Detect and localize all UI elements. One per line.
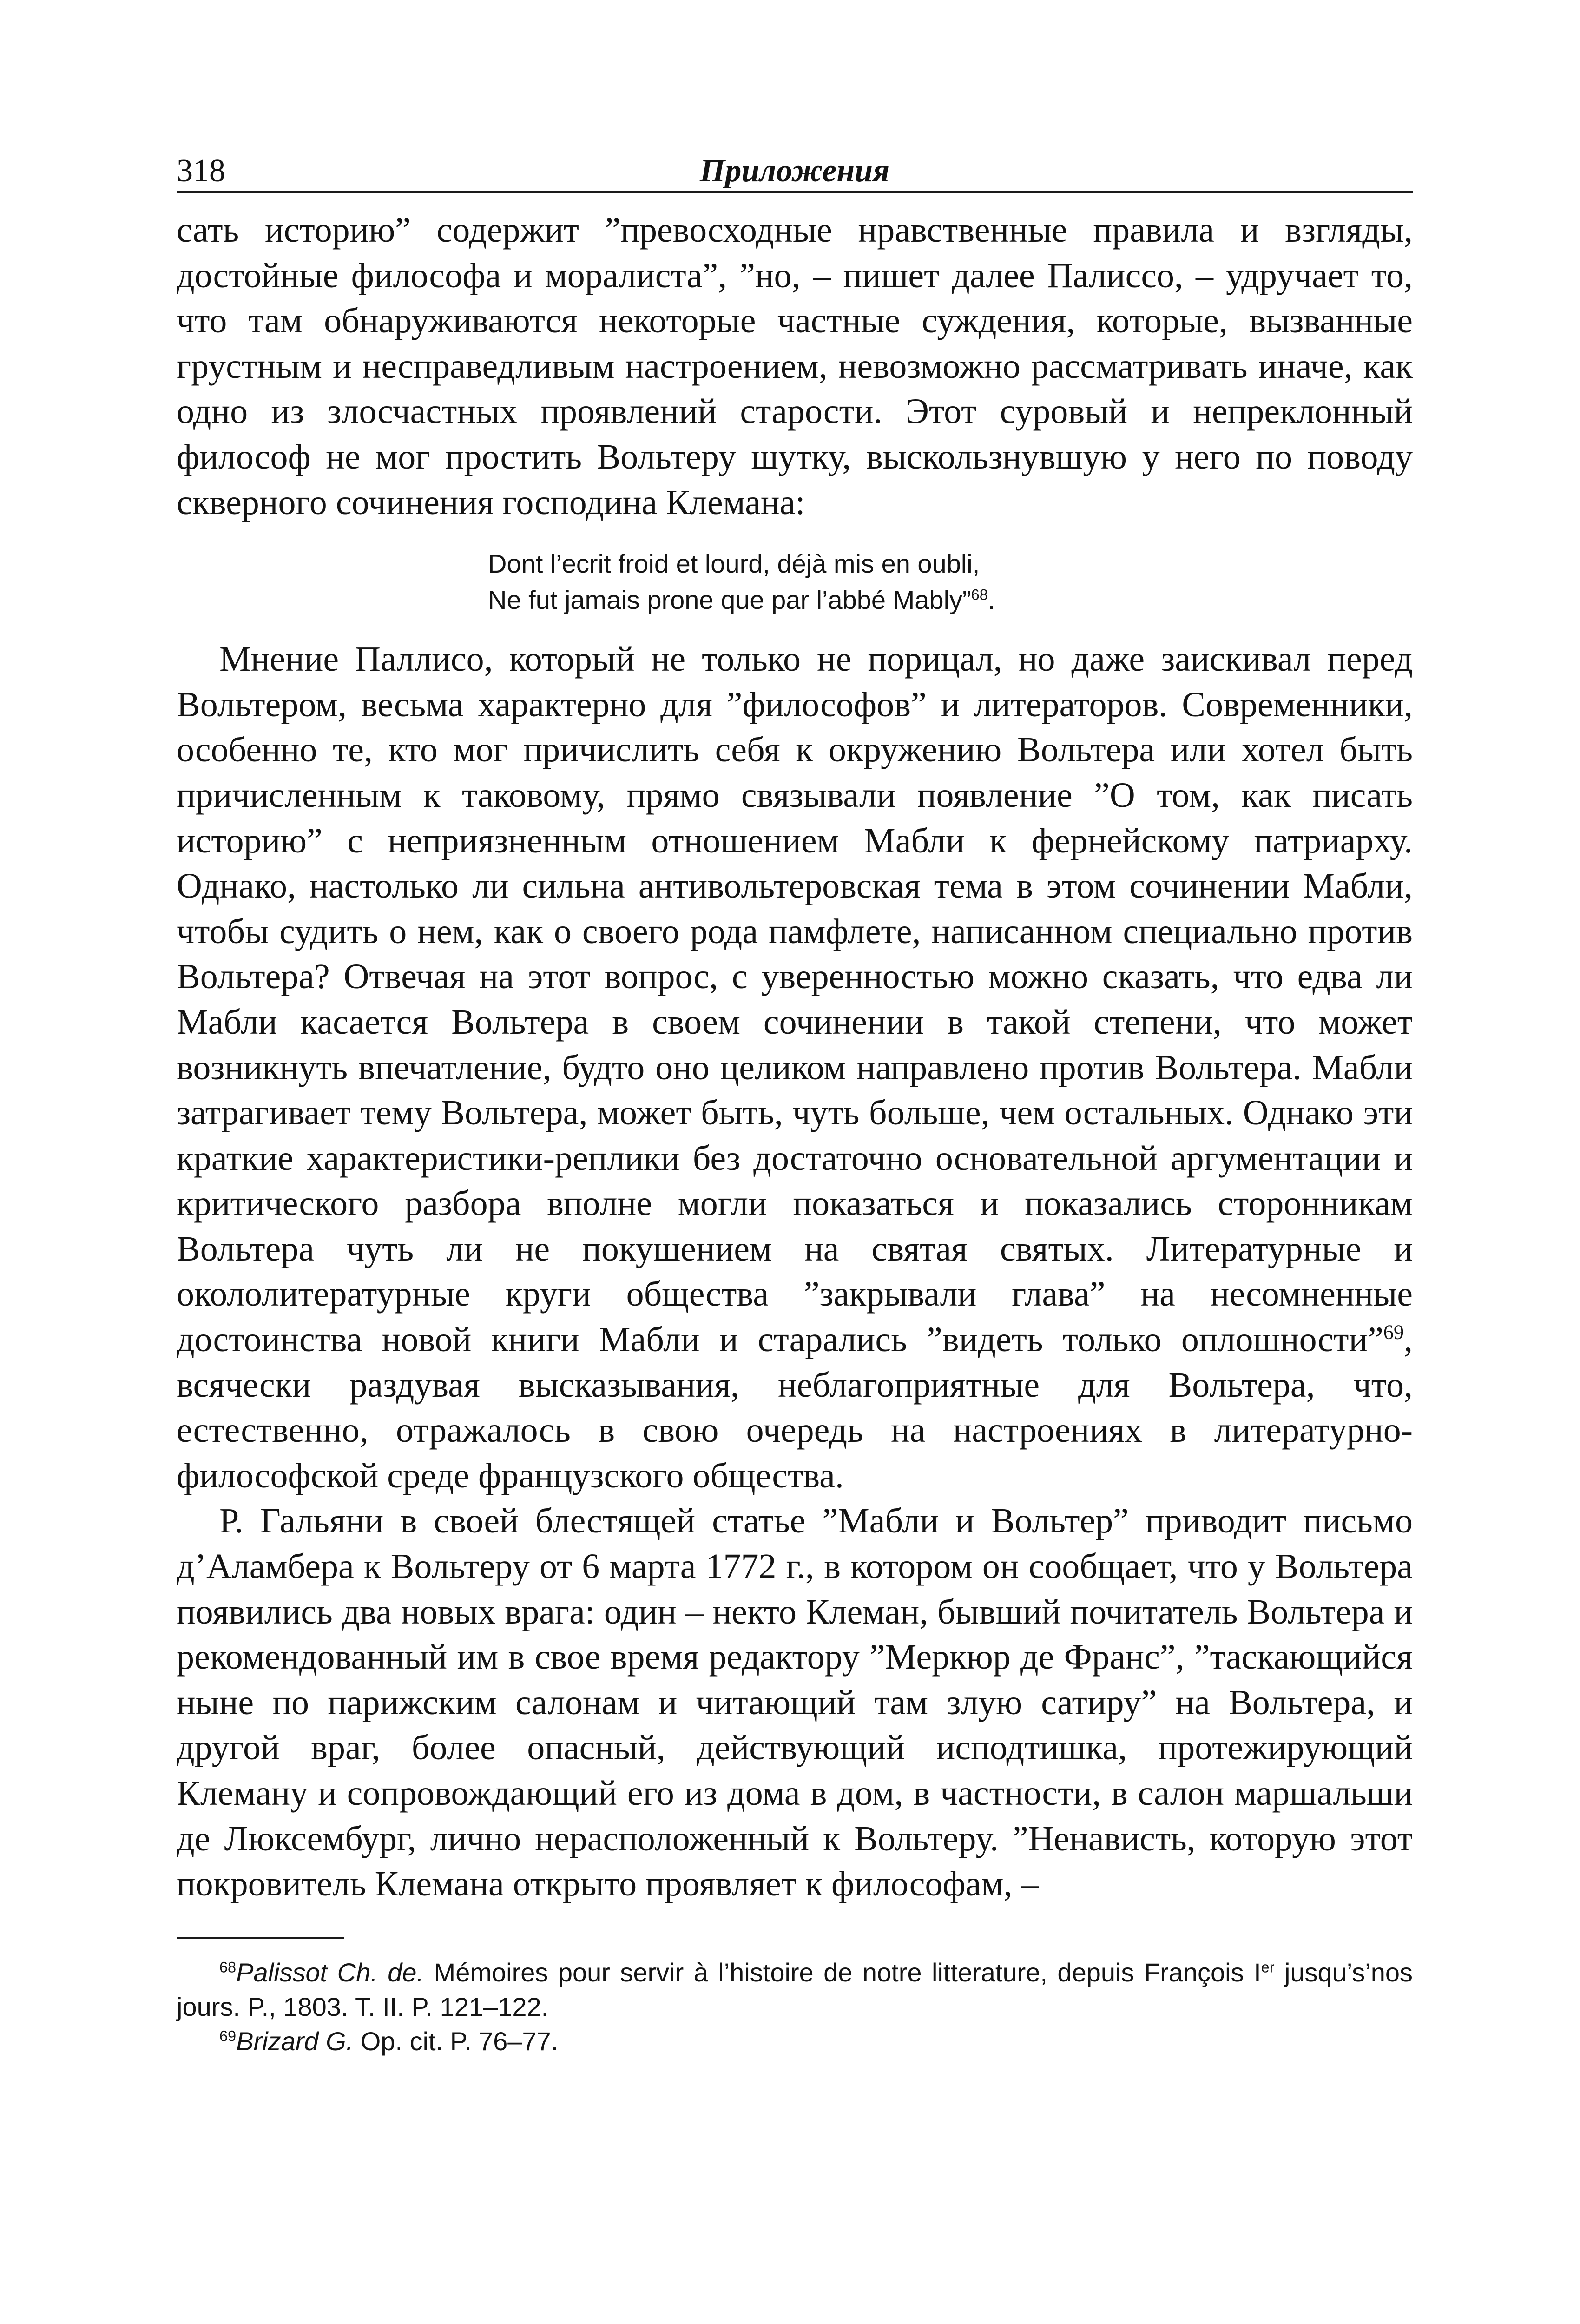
paragraph-1: сать историю” содержит ”превосходные нравственные правила и взгляды, достойные философа и моралиста”, ”но, – пишет далее Палиссо, – удручает то, что там обнаруживаются некоторые частные суждения, которые, вызванные грустным и несправедливым настроением, невозможно рассматривать иначе, как одно из злосчастных проявлений старости. Этот суровый и непреклонный философ не мог простить Вольтеру шутку, выскользнувшую у него по поводу скверного сочинения господина Клемана: (177, 211, 1413, 522)
running-head: Приложения (699, 153, 890, 189)
paragraph-2-continuation: , всячески раздувая высказывания, неблагоприятные для Вольтера, что, естественно, отражалось в свою очередь на настроениях в литературно-философской среде французского общества. (177, 1320, 1413, 1495)
footnote-text-continued: jusqu’s’nos jours. P., 1803. T. II. P. 121–122. (177, 1957, 1413, 2021)
verse-line-2 (488, 582, 1413, 618)
paragraph-2 (177, 637, 1413, 1499)
footnote-number: 68 (219, 1959, 237, 1976)
footnote-number: 69 (219, 2027, 237, 2045)
footnote-author: Palissot Ch. de. (236, 1957, 424, 1987)
page-number: 318 (177, 153, 225, 189)
footnote-69 (177, 2024, 1413, 2059)
footnote-68 (177, 1955, 1413, 2024)
verse-line-1: Dont l’ecrit froid et lourd, déjà mis en oubli, (488, 549, 980, 579)
verse-quote (488, 546, 1413, 618)
footnote-divider (177, 1937, 344, 1939)
page-header (177, 139, 1413, 193)
footnote-superscript: er (1261, 1959, 1275, 1976)
body-text (177, 208, 1413, 1907)
verse-line-2-end: . (988, 585, 995, 615)
footnote-ref-68: 68 (971, 586, 988, 603)
paragraph-3: Р. Гальяни в своей блестящей статье ”Мабли и Вольтер” приводит письмо д’Аламбера к Вольтеру от 6 марта 1772 г., в котором он сообщает, что у Вольтера появились два новых врага: один – некто Клеман, бывший почитатель Вольтера и рекомендованный им в свое время редактору ”Меркюр де Франс”, ”таскающийся ныне по парижским салонам и читающий там злую сатиру” на Вольтера, и другой враг, более опасный, действующий исподтишка, протежирующий Клеману и сопровождающий его из дома в дом, в частности, в салон маршальши де Люксембург, лично нерасположенный к Вольтеру. ”Ненависть, которую этот покровитель Клемана открыто проявляет к философам, – (177, 1501, 1413, 1904)
footnote-author: Brizard G. (236, 2026, 354, 2056)
footnote-ref-69: 69 (1383, 1320, 1404, 1344)
footnote-text: Op. cit. P. 76–77. (353, 2026, 559, 2056)
paragraph-2-text: Мнение Паллисо, который не только не порицал, но даже заискивал перед Вольтером, весьма характерно для ”философов” и литераторов. Современники, особенно те, кто мог причислить себя к окружению Вольтера или хотел быть причисленным к таковому, прямо связывали появление ”О том, как писать историю” с неприязненным отношением Мабли к фернейскому патриарху. Однако, настолько ли сильна антивольтеровская тема в этом сочинении Мабли, чтобы судить о нем, как о своего рода памфлете, написанном специально против Вольтера? Отвечая на этот вопрос, с уверенностью можно сказать, что едва ли Мабли касается Вольтера в своем сочинении в такой степени, что может возникнуть впечатление, будто оно целиком направлено против Вольтера. Мабли затрагивает тему Вольтера, может быть, чуть больше, чем остальных. Однако эти краткие характеристики-реплики без достаточно основательной аргументации и критического разбора вполне могли показаться и показались сторонникам Вольтера чуть ли не покушением на святая святых. Литературные и окололитературные круги общества ”закрывали глава” на несомненные достоинства новой книги Мабли и старались ”видеть только оплошности” (177, 640, 1413, 1360)
book-page (177, 139, 1413, 2059)
verse-line-2-text: Ne fut jamais prone que par l’abbé Mably” (488, 585, 971, 615)
footnote-text: Mémoires pour servir à l’histoire de notre litterature, depuis François I (424, 1957, 1261, 1987)
footnotes (177, 1955, 1413, 2059)
